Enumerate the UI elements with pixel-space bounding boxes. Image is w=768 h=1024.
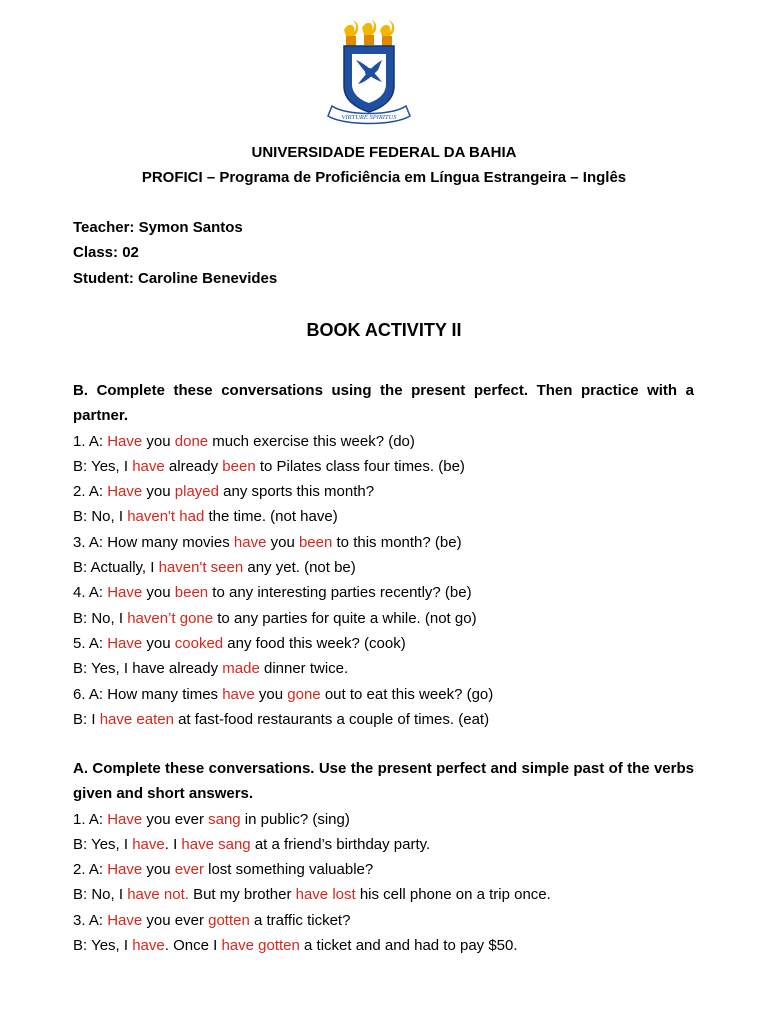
conversation-line	[73, 429, 694, 454]
svg-text:VIRTURE SPIRITUS: VIRTURE SPIRITUS	[341, 114, 397, 121]
section-instructions: A. Complete these conversations. Use the present perfect and simple past of the verbs given and short answers.	[73, 760, 694, 803]
conversation-lines	[73, 807, 694, 959]
conversation-line	[73, 555, 694, 580]
prompt-text: 6. A: How many times	[73, 685, 223, 703]
prompt-text: 1. A:	[73, 810, 108, 828]
prompt-text: 4. A:	[73, 584, 108, 602]
prompt-text: 5. A:	[73, 634, 108, 652]
prompt-text: B: Actually, I	[73, 559, 159, 577]
section-b	[73, 378, 694, 732]
prompt-text: B: Yes, I	[73, 835, 133, 853]
prompt-text: any sports this month?	[218, 483, 375, 501]
prompt-text: any yet. (not be)	[243, 559, 356, 577]
answer-text: have	[132, 835, 165, 853]
prompt-text: B: Yes, I	[73, 937, 133, 955]
conversation-line	[73, 908, 694, 933]
prompt-text: to Pilates class four times. (be)	[255, 457, 465, 475]
conversation-line	[73, 857, 694, 882]
answer-text: have	[132, 937, 165, 955]
answer-text: gone	[287, 685, 321, 703]
prompt-text: B: Yes, I	[73, 457, 133, 475]
teacher-line: Teacher: Symon Santos	[73, 219, 243, 236]
conversation-line	[73, 933, 694, 958]
answer-text: Have	[107, 911, 143, 929]
prompt-text: you	[142, 432, 175, 450]
answer-text: have sang	[181, 835, 251, 853]
conversation-lines	[73, 429, 694, 733]
prompt-text: B: Yes, I have already	[73, 660, 223, 678]
answer-text: have	[132, 457, 165, 475]
prompt-text: to any interesting parties recently? (be)	[208, 584, 472, 602]
conversation-line	[73, 530, 694, 555]
prompt-text: 2. A:	[73, 483, 108, 501]
prompt-text: B: No, I	[73, 508, 128, 526]
conversation-line	[73, 656, 694, 681]
answer-text: been	[174, 584, 209, 602]
answer-text: have gotten	[221, 937, 300, 955]
conversation-line	[73, 479, 694, 504]
prompt-text: you ever	[142, 911, 209, 929]
prompt-text: out to eat this week? (go)	[320, 685, 494, 703]
prompt-text: much exercise this week? (do)	[208, 432, 415, 450]
prompt-text: dinner twice.	[259, 660, 349, 678]
prompt-text: a ticket and and had to pay $50.	[299, 937, 518, 955]
answer-text: made	[222, 660, 260, 678]
section-instructions: B. Complete these conversations using the present perfect. Then practice with a partner.	[73, 382, 694, 425]
prompt-text: you	[142, 483, 175, 501]
prompt-text: to this month? (be)	[332, 533, 462, 551]
answer-text: have	[233, 533, 267, 551]
prompt-text: already	[164, 457, 223, 475]
answer-text: have eaten	[99, 710, 174, 728]
prompt-text: B: I	[73, 710, 100, 728]
answer-text: have	[222, 685, 255, 703]
ufba-seal-logo	[326, 20, 412, 128]
torches-icon	[344, 20, 394, 46]
prompt-text: the time. (not have)	[204, 508, 338, 526]
prompt-text: B: No, I	[73, 886, 128, 904]
prompt-text: in public? (sing)	[240, 810, 350, 828]
answer-text: been	[298, 533, 333, 551]
answer-text: have lost	[295, 886, 356, 904]
prompt-text: his cell phone on a trip once.	[355, 886, 551, 904]
conversation-line	[73, 504, 694, 529]
prompt-text: 3. A:	[73, 911, 108, 929]
answer-text: haven't had	[127, 508, 205, 526]
answer-text: Have	[107, 634, 143, 652]
answer-text: gotten	[208, 911, 250, 929]
answer-text: been	[222, 457, 256, 475]
prompt-text: . I	[164, 835, 182, 853]
conversation-line	[73, 832, 694, 857]
prompt-text: you	[142, 634, 175, 652]
answer-text: Have	[107, 432, 143, 450]
prompt-text: any food this week? (cook)	[223, 634, 406, 652]
conversation-line	[73, 707, 694, 732]
program-name: PROFICI – Programa de Proficiência em Língua Estrangeira – Inglês	[141, 169, 627, 186]
prompt-text: 2. A:	[73, 861, 108, 879]
activity-title: BOOK ACTIVITY II	[306, 320, 462, 340]
answer-text: Have	[107, 584, 143, 602]
answer-text: Have	[107, 810, 143, 828]
prompt-text: But my brother	[188, 886, 296, 904]
prompt-text: you	[266, 533, 299, 551]
answer-text: played	[174, 483, 219, 501]
answer-text: sang	[208, 810, 241, 828]
prompt-text: at fast-food restaurants a couple of times. (eat)	[173, 710, 490, 728]
conversation-line	[73, 454, 694, 479]
answer-text: haven't seen	[158, 559, 244, 577]
prompt-text: B: No, I	[73, 609, 128, 627]
conversation-line	[73, 580, 694, 605]
conversation-line	[73, 682, 694, 707]
prompt-text: to any parties for quite a while. (not go)	[213, 609, 477, 627]
answer-text: done	[174, 432, 209, 450]
prompt-text: a traffic ticket?	[249, 911, 351, 929]
answer-text: ever	[174, 861, 204, 879]
prompt-text: 3. A: How many movies	[73, 533, 234, 551]
section-a	[73, 756, 694, 958]
answer-text: Have	[107, 483, 143, 501]
prompt-text: you ever	[142, 810, 209, 828]
answer-text: cooked	[174, 634, 224, 652]
conversation-line	[73, 631, 694, 656]
prompt-text: . Once I	[164, 937, 222, 955]
answer-text: haven’t gone	[127, 609, 214, 627]
answer-text: have not.	[127, 886, 189, 904]
prompt-text: at a friend’s birthday party.	[250, 835, 431, 853]
university-name: UNIVERSIDADE FEDERAL DA BAHIA	[251, 144, 517, 161]
student-line: Student: Caroline Benevides	[73, 270, 278, 287]
prompt-text: 1. A:	[73, 432, 108, 450]
prompt-text: you	[254, 685, 288, 703]
prompt-text: you	[142, 861, 175, 879]
prompt-text: lost something valuable?	[203, 861, 374, 879]
conversation-line	[73, 807, 694, 832]
conversation-line	[73, 882, 694, 907]
prompt-text: you	[142, 584, 175, 602]
answer-text: Have	[107, 861, 143, 879]
class-line: Class: 02	[73, 244, 139, 261]
conversation-line	[73, 606, 694, 631]
